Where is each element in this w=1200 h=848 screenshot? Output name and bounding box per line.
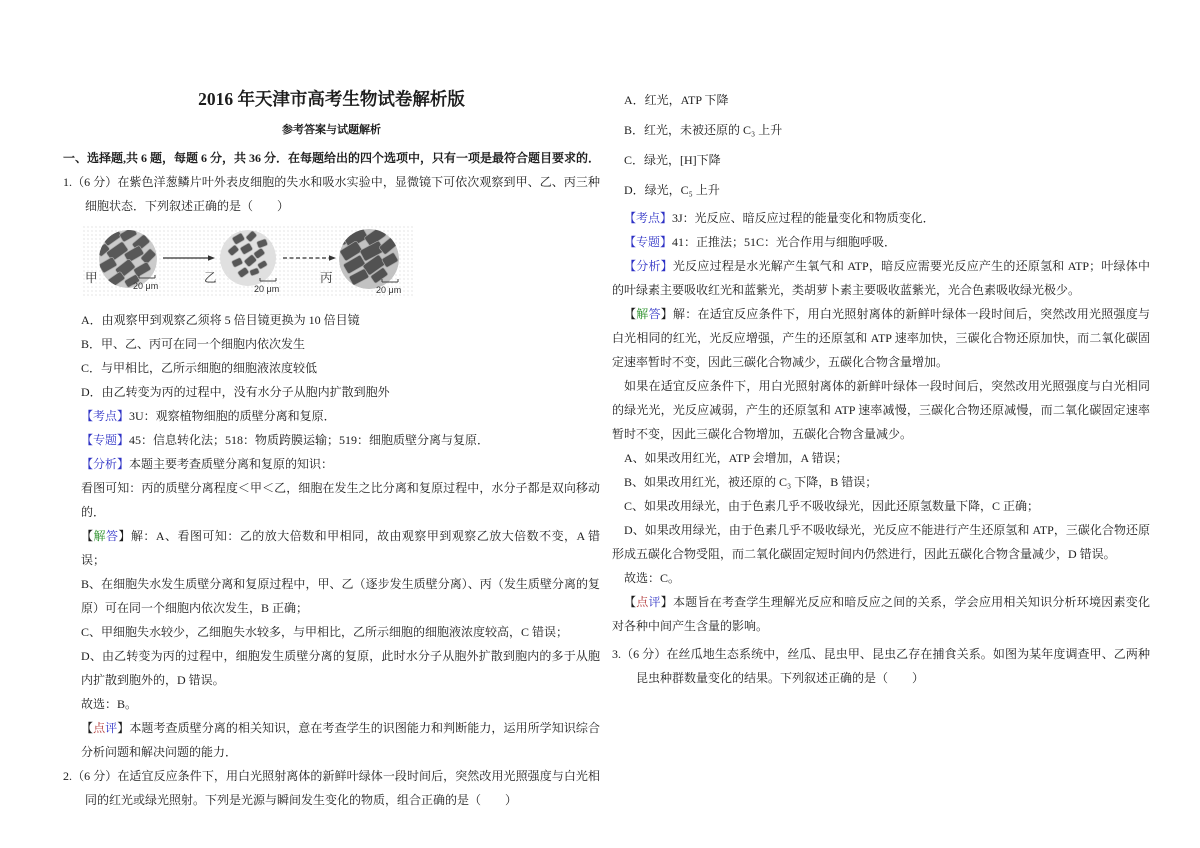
q1-zhuanti-text: 45：信息转化法；518：物质跨膜运输；519：细胞质壁分离与复原． (129, 433, 490, 447)
jieda-tag: 【解答】 (81, 529, 131, 543)
dianping-tag: 【点评】 (624, 595, 673, 609)
zhuanti-tag: 【专题】 (81, 433, 130, 447)
micrograph-yi (220, 230, 276, 286)
q2-zhuanti-text: 41：正推法；51C：光合作用与细胞呼吸． (672, 235, 897, 249)
q2-jieda-b: B、如果改用红光，被还原的 C₃ 下降，B 错误； (624, 475, 878, 489)
section-heading: 一、选择题,共 6 题，每题 6 分，共 36 分．在每题给出的四个选项中，只有一项是最符合题目要求的． (63, 151, 601, 165)
q2-answer: 故选：C。 (624, 571, 681, 585)
q2-jieda-line (612, 302, 1150, 374)
q1-jieda-d: D、由乙转变为丙的过程中，细胞发生质壁分离的复原，此时水分子从胞外扩散到胞内的多于从胞内扩散到胞外的，D 错误。 (81, 649, 600, 687)
q2-jieda2: 如果在适宜反应条件下，用白光照射离体的新鲜叶绿体一段时间后，突然改用光照强度与白光相同的绿光光，光反应减弱，产生的还原氢和 ATP 速率减慢，三碳化合物还原减慢，而二氧化碳固定速率暂时不变，因此三碳化合物增加，五碳化合物含量减少。 (612, 379, 1150, 441)
q2-dianping-text: 本题旨在考查学生理解光反应和暗反应之间的关系，学会应用相关知识分析环境因素变化对各种中间产生含量的影响。 (612, 595, 1150, 633)
q2-option-a: A．红光，ATP 下降 (624, 93, 729, 107)
q1-option-b: B．甲、乙、丙可在同一个细胞内依次发生 (81, 337, 306, 351)
q1-fenxi2-line: 看图可知：丙的质壁分离程度＜甲＜乙，细胞在发生之比分离和复原过程中，水分子都是双向移动的． (81, 481, 600, 519)
jieda-tag: 【解答】 (624, 307, 673, 321)
q2-option-b: B．红光，未被还原的 C₃ 上升 (624, 123, 783, 137)
q1-dianping-text: 本题考查质壁分离的相关知识，意在考查学生的识图能力和判断能力，运用所学知识综合分析问题和解决问题的能力． (81, 721, 600, 759)
q2-jieda-c: C、如果改用绿光，由于色素几乎不吸收绿光，因此还原氢数量下降，C 正确； (624, 499, 1040, 513)
q2-stem: 2.（6 分）在适宜反应条件下，用白光照射离体的新鲜叶绿体一段时间后，突然改用光照强度与白光相同的红光或绿光照射。下列是光源与瞬间发生变化的物质，组合正确的是（ ） (63, 769, 600, 807)
q1-jieda-b: B、在细胞失水发生质壁分离和复原过程中，甲、乙（逐步发生质壁分离）、丙（发生质壁分离的复原）可在同一个细胞内依次发生，B 正确； (81, 577, 600, 615)
q1-kaodian-line (63, 404, 600, 428)
page-subtitle: 参考答案与试题解析 (282, 124, 381, 136)
page-title: 2016 年天津市高考生物试卷解析版 (198, 89, 465, 109)
q2-jieda-a: A、如果改用红光，ATP 会增加，A 错误； (624, 451, 848, 465)
q2-zhuanti-line (612, 230, 1150, 254)
left-column (63, 88, 600, 812)
q2-fenxi-text: 光反应过程是水光解产生氧气和 ATP，暗反应需要光反应产生的还原氢和 ATP；叶绿体中的叶绿素主要吸收红光和蓝紫光，类胡萝卜素主要吸收蓝紫光，光合色素吸收绿光极少。 (612, 259, 1150, 297)
q2-jieda-text: 解：在适宜反应条件下，用白光照射离体的新鲜叶绿体一段时间后，突然改用光照强度与白光相同的红光，光反应增强，产生的还原氢和 ATP 速率加快，三碳化合物还原加快，而二氧化碳固定速率暂时不变，因此三碳化合物减少，五碳化合物含量增加。 (612, 307, 1150, 369)
scale-label-1: 20 μm (133, 281, 159, 291)
q1-zhuanti-line (63, 428, 600, 452)
fenxi-tag: 【分析】 (624, 259, 673, 273)
q2-option-c: C．绿光，[H]下降 (624, 153, 721, 167)
q3-stem: 3.（6 分）在丝瓜地生态系统中，丝瓜、昆虫甲、昆虫乙存在捕食关系。如图为某年度调查甲、乙两种昆虫种群数量变化的结果。下列叙述正确的是（ ） (612, 647, 1150, 685)
micrograph-label-bing: 丙 (320, 271, 333, 285)
q1-answer: 故选：B。 (81, 697, 138, 711)
q1-jieda-line (63, 524, 600, 572)
q1-fenxi-line (63, 452, 600, 476)
q1-dianping-line (63, 716, 600, 764)
q2-dianping-line (612, 590, 1150, 638)
q1-option-d: D．由乙转变为丙的过程中，没有水分子从胞内扩散到胞外 (81, 385, 390, 399)
q2-fenxi-line (612, 254, 1150, 302)
kaodian-tag: 【考点】 (81, 409, 130, 423)
q1-kaodian-text: 3U：观察植物细胞的质壁分离和复原． (129, 409, 336, 423)
zhuanti-tag: 【专题】 (624, 235, 673, 249)
q2-jieda-d: D、如果改用绿光，由于色素几乎不吸收绿光，光反应不能进行产生还原氢和 ATP，三碳化合物还原形成五碳化合物受阻，而二氧化碳固定短时间内仍然进行，因此五碳化合物含量减少，D 错误。 (612, 523, 1150, 561)
kaodian-tag: 【考点】 (624, 211, 673, 225)
micrograph-label-yi: 乙 (204, 271, 217, 285)
dianping-tag: 【点评】 (81, 721, 130, 735)
q2-kaodian-text: 3J：光反应、暗反应过程的能量变化和物质变化． (672, 211, 935, 225)
q2-kaodian-line (612, 206, 1150, 230)
q1-figure-micrographs (83, 222, 415, 304)
q1-jieda-text: 解：A、看图可知：乙的放大倍数和甲相同，故由观察甲到观察乙放大倍数不变，A 错误； (81, 529, 600, 567)
q1-jieda-c: C、甲细胞失水较少，乙细胞失水较多，与甲相比，乙所示细胞的细胞液浓度较高，C 错误； (81, 625, 569, 639)
q1-option-c: C．与甲相比，乙所示细胞的细胞液浓度较低 (81, 361, 318, 375)
q2-option-d: D．绿光，C₅ 上升 (624, 183, 720, 197)
q1-fenxi-text: 本题主要考查质壁分离和复原的知识： (129, 457, 334, 471)
q1-option-a: A．由观察甲到观察乙须将 5 倍目镜更换为 10 倍目镜 (81, 313, 360, 327)
micrograph-label-jia: 甲 (85, 271, 98, 285)
micrograph-illustration (83, 222, 415, 304)
right-column (612, 88, 1150, 690)
q1-stem: 1.（6 分）在紫色洋葱鳞片叶外表皮细胞的失水和吸水实验中，显微镜下可依次观察到甲、乙、丙三种细胞状态．下列叙述正确的是（ ） (63, 175, 600, 213)
scale-label-2: 20 μm (254, 284, 280, 294)
scale-label-3: 20 μm (376, 285, 402, 295)
fenxi-tag: 【分析】 (81, 457, 130, 471)
